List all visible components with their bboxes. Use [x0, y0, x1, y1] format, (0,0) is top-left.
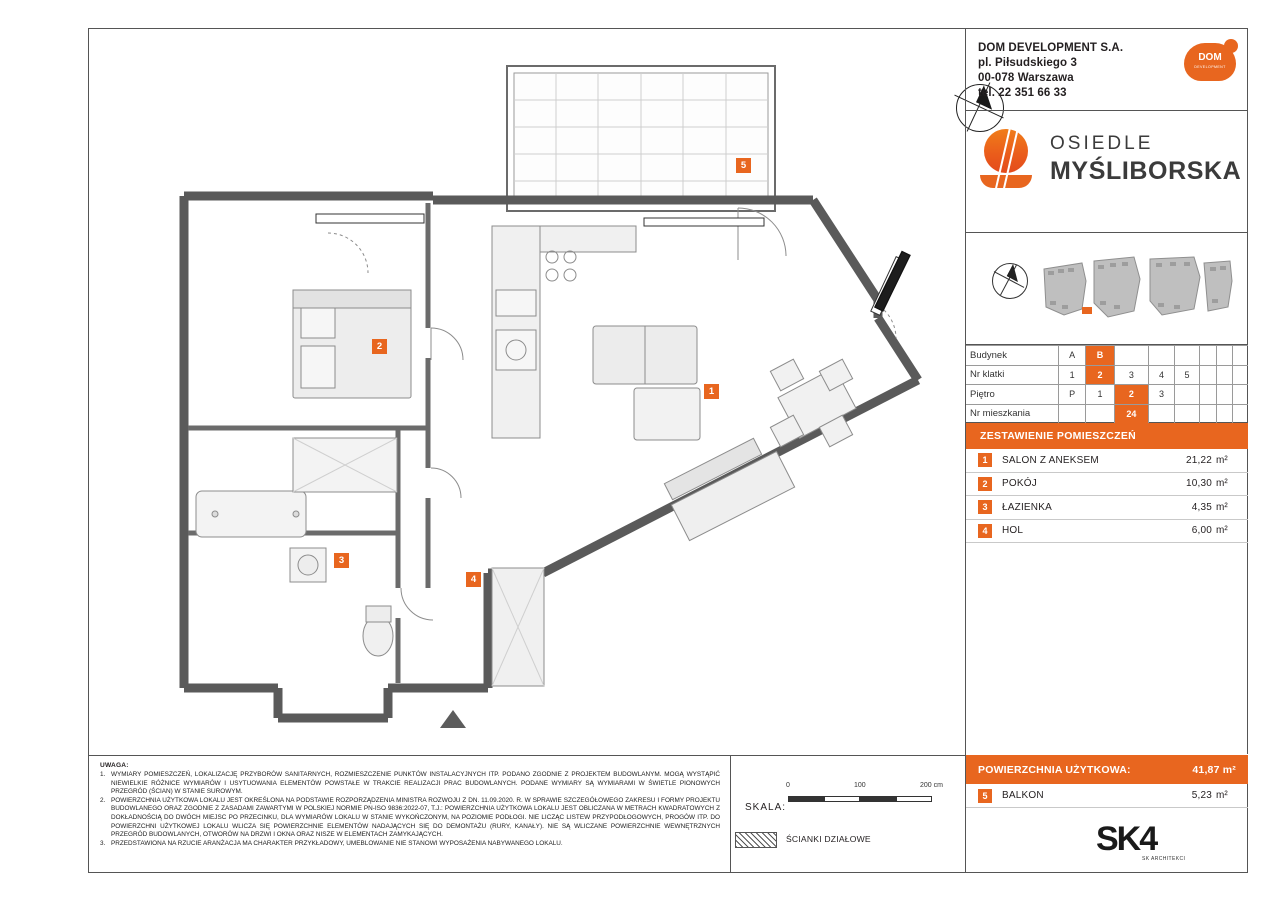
balcony-row: [966, 784, 1248, 808]
room-unit: m²: [1216, 454, 1228, 466]
room-name: HOL: [1002, 525, 1024, 537]
room-number: 1: [978, 453, 992, 467]
usable-area-value: 41,87 m²: [1192, 763, 1236, 776]
table-row-pietro: [966, 385, 1248, 405]
balcony-area: 5,23: [1191, 790, 1212, 801]
north-compass-keyplan-icon: [992, 263, 1026, 297]
partition-wall-label: ŚCIANKI DZIAŁOWE: [786, 834, 871, 844]
meta-cell[interactable]: [1174, 385, 1200, 405]
list-item: [966, 449, 1248, 473]
meta-cell-selected[interactable]: 24: [1114, 404, 1149, 424]
meta-cell[interactable]: [1232, 346, 1248, 366]
architect-subtitle: SK ARCHITEKCI: [1142, 856, 1186, 862]
room-unit: m²: [1216, 501, 1228, 513]
meta-cell[interactable]: 3: [1149, 385, 1175, 405]
meta-cell[interactable]: [1232, 365, 1248, 385]
estate-block: [966, 111, 1248, 233]
scale-bar: [788, 796, 948, 802]
meta-cell[interactable]: 1: [1059, 365, 1086, 385]
room-name: ŁAZIENKA: [1002, 501, 1052, 513]
developer-name: DOM DEVELOPMENT S.A.: [978, 42, 1124, 54]
meta-label-klatka: Nr klatki: [966, 365, 1059, 385]
meta-cell[interactable]: 3: [1114, 365, 1149, 385]
meta-cell[interactable]: [1149, 346, 1175, 366]
meta-cell[interactable]: [1216, 385, 1232, 405]
room-area: 21,22: [1185, 454, 1212, 466]
room-number: 3: [978, 500, 992, 514]
meta-cell[interactable]: P: [1059, 385, 1086, 405]
meta-cell[interactable]: A: [1059, 346, 1086, 366]
room-unit: m²: [1216, 478, 1228, 490]
meta-cell[interactable]: [1200, 346, 1216, 366]
meta-cell[interactable]: [1200, 385, 1216, 405]
meta-label-mieszkanie: Nr mieszkania: [966, 404, 1059, 424]
meta-cell[interactable]: [1086, 404, 1114, 424]
room-tag-4: 4: [466, 572, 481, 587]
room-area: 10,30: [1185, 478, 1212, 490]
note-item: [100, 771, 720, 797]
list-item: [966, 473, 1248, 497]
estate-logo-icon: [980, 129, 1036, 191]
balcony-name: BALKON: [1002, 790, 1044, 801]
architect-logo: [1096, 820, 1186, 864]
room-tag-2: 2: [372, 339, 387, 354]
room-number: 4: [978, 524, 992, 538]
meta-cell[interactable]: [1216, 404, 1232, 424]
table-row-budynek: [966, 346, 1248, 366]
table-row-klatka: [966, 365, 1248, 385]
scale-label: SKALA:: [745, 802, 787, 813]
scale-ticks: [788, 782, 948, 794]
room-tag-1: 1: [704, 384, 719, 399]
note-number: 3.: [100, 839, 106, 847]
keyplan-highlight: [1082, 307, 1092, 314]
meta-cell[interactable]: [1232, 385, 1248, 405]
building-meta-table: [966, 345, 1248, 423]
scale-tick-2: 200 cm: [920, 782, 943, 789]
meta-cell-selected[interactable]: 2: [1086, 365, 1114, 385]
note-text: PRZEDSTAWIONA NA RZUCIE ARANŻACJA MA CHARAKTER PRZYKŁADOWY, UMEBLOWANIE NIE STANOWI WYPOSAŻENIA NABYWANEGO LOKALU.: [111, 839, 563, 847]
room-tag-5: 5: [736, 158, 751, 173]
meta-cell[interactable]: [1216, 365, 1232, 385]
estate-line1: OSIEDLE: [1050, 133, 1154, 154]
partition-wall-swatch: [735, 832, 777, 848]
dom-development-logo-icon: [1184, 43, 1236, 81]
meta-cell[interactable]: [1200, 365, 1216, 385]
list-item: [966, 520, 1248, 544]
meta-label-budynek: Budynek: [966, 346, 1059, 366]
meta-cell[interactable]: [1232, 404, 1248, 424]
balcony-number: 5: [978, 789, 992, 803]
notes-title: UWAGA:: [100, 762, 129, 769]
note-number: 1.: [100, 771, 106, 778]
developer-block: [966, 29, 1248, 111]
usable-area-label: POWIERZCHNIA UŻYTKOWA:: [978, 763, 1131, 776]
scale-tick-0: 0: [786, 782, 790, 789]
rooms-header: ZESTAWIENIE POMIESZCZEŃ: [966, 423, 1248, 449]
meta-label-pietro: Piętro: [966, 385, 1059, 405]
meta-cell[interactable]: [1200, 404, 1216, 424]
developer-phone: tel. 22 351 66 33: [978, 87, 1067, 99]
note-number: 2.: [100, 796, 106, 804]
meta-cell[interactable]: 1: [1086, 385, 1114, 405]
room-unit: m²: [1216, 525, 1228, 537]
meta-cell-selected[interactable]: 2: [1114, 385, 1149, 405]
usable-area-summary: [966, 754, 1248, 784]
developer-address1: pl. Piłsudskiego 3: [978, 57, 1077, 69]
meta-cell[interactable]: [1174, 346, 1200, 366]
room-name: SALON Z ANEKSEM: [1002, 454, 1099, 466]
balcony-unit: m²: [1216, 790, 1228, 801]
scale-block: [730, 756, 965, 872]
meta-cell[interactable]: [1149, 404, 1175, 424]
meta-cell[interactable]: [1174, 404, 1200, 424]
rooms-list: [966, 449, 1248, 543]
key-plan-block: [966, 233, 1248, 345]
room-area: 4,35: [1191, 501, 1212, 513]
notes-block: [100, 762, 720, 848]
room-name: POKÓJ: [1002, 478, 1037, 490]
estate-line2: MYŚLIBORSKA: [1050, 157, 1242, 185]
meta-cell-selected[interactable]: B: [1086, 346, 1114, 366]
dom-logo-subtext: DEVELOPMENT: [1194, 65, 1226, 69]
room-number: 2: [978, 477, 992, 491]
note-text: WYMIARY POMIESZCZEŃ, LOKALIZACJĘ PRZYBORÓW SANITARNYCH, ROZMIESZCZENIE PUNKTÓW INSTALACYJNYCH ITP. PODANO ZGODNIE Z PROJEKTEM BUDOWLANYM. MOGĄ WYSTĄPIĆ NIEWIELKIE RÓŻNICE WYMIARÓW I USYTUOWANIA ELEMENTÓW POWSTAŁE W TRAKCIE REALIZACJI PRAC BUDOWLANYCH. PODANE WYMIARY SĄ WYMIARAMI W ŚWIETLE PIONOWYCH PRZEGRÓD (ŚCIAN) W STANIE SUROWYM.: [111, 771, 720, 796]
room-tag-3: 3: [334, 553, 349, 568]
note-text: POWIERZCHNIA UŻYTKOWA LOKALU JEST OKREŚLONA NA PODSTAWIE ROZPORZĄDZENIA MINISTRA ROZWOJU Z DN. 11.09.2020. R. W SPRAWIE SZCZEGÓŁOWEGO ZAKRESU I FORMY PROJEKTU BUDOWLANEGO ORAZ ZGODNIE Z ZASADAMI ZAWARTYMI W POLSKIEJ NORMIE PN-ISO 9836:2022-07, T.J.: POWIERZCHNIA UŻYTKOWA LOKALU JEST OBLICZANA W METRACH KWADRATOWYCH Z DOKŁADNOŚCIĄ DO DWÓCH MIEJSC PO PRZECINKU, DLA WYMIARÓW LOKALU W STANIE WYKOŃCZONYM, NA POZIOMIE PODŁOGI. NIE LICZĄC LISTEW PRZYPODŁOGOWYCH, PROGÓW ITP. DO POWIERZCHNI UŻYTKOWEJ LOKALU WLICZA SIĘ POWIERZCHNIE ELEMENTÓW NADAJĄCYCH SIĘ DO DEMONTAŻU (RURY, KANAŁY). NIE SĄ WLICZANE POWIERZCHNIE WEWNĘTRZNYCH PRZEGRÓD BUDOWLANYCH, OTWORÓW NA DRZWI I OKNA ORAZ NISZE W ELEMENTACH ZAMYKAJĄCYCH.: [111, 796, 720, 839]
list-item: [966, 496, 1248, 520]
developer-address2: 00-078 Warszawa: [978, 72, 1074, 84]
plan-drawing: [88, 28, 965, 755]
meta-cell[interactable]: [1059, 404, 1086, 424]
meta-cell[interactable]: [1216, 346, 1232, 366]
scale-tick-1: 100: [854, 782, 866, 789]
dom-logo-text: DOM: [1198, 52, 1222, 63]
key-plan-map: [1038, 251, 1234, 327]
info-panel: [965, 29, 1247, 872]
room-area: 6,00: [1191, 525, 1212, 537]
note-item: [100, 797, 720, 840]
apartment-plan: [88, 28, 965, 755]
meta-cell[interactable]: 4: [1149, 365, 1175, 385]
meta-cell[interactable]: [1114, 346, 1149, 366]
meta-cell[interactable]: 5: [1174, 365, 1200, 385]
architect-name: SK4: [1096, 820, 1157, 858]
note-item: [100, 840, 720, 849]
table-row-mieszkanie: [966, 404, 1248, 424]
